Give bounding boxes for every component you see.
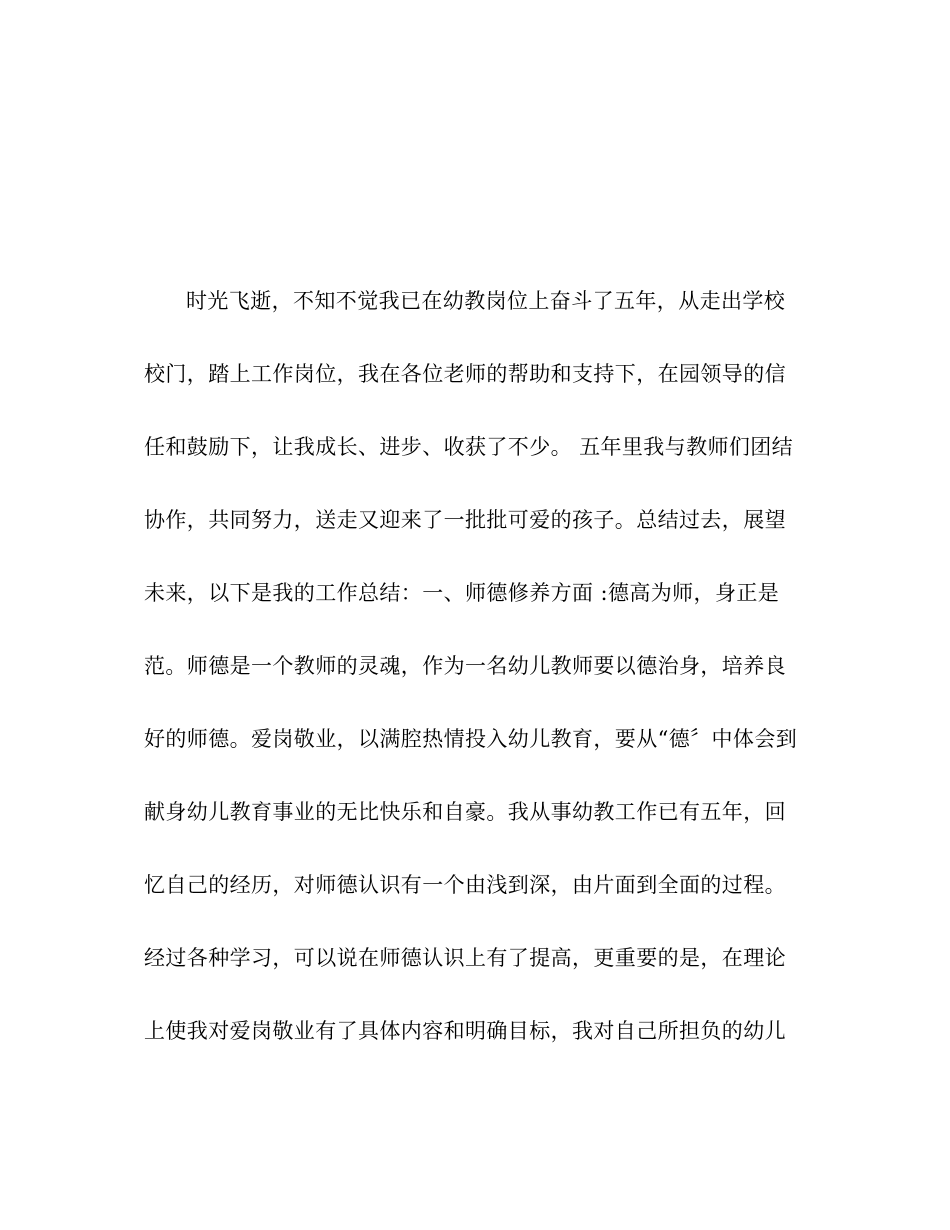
paragraph-line-2: 校门，踏上工作岗位，我在各位老师的帮助和支持下，在园领导的信 <box>144 362 786 386</box>
paragraph-line-11: 上使我对爱岗敬业有了具体内容和明确目标，我对自己所担负的幼儿 <box>144 1019 786 1043</box>
paragraph-line-1: 时光飞逝，不知不觉我已在幼教岗位上奋斗了五年，从走出学校 <box>186 289 786 313</box>
paragraph-line-4: 协作，共同努力，送走又迎来了一批批可爱的孩子。总结过去，展望 <box>144 508 786 532</box>
paragraph-line-6: 范。师德是一个教师的灵魂，作为一名幼儿教师要以德治身，培养良 <box>144 654 786 678</box>
paragraph-line-10: 经过各种学习，可以说在师德认识上有了提高，更重要的是，在理论 <box>144 946 786 970</box>
paragraph-line-9: 忆自己的经历，对师德认识有一个由浅到深，由片面到全面的过程。 <box>144 873 786 897</box>
paragraph-line-5: 未来，以下是我的工作总结：一、师德修养方面 :德高为师，身正是 <box>144 581 780 605</box>
paragraph-line-3: 任和鼓励下，让我成长、进步、收获了不少。 五年里我与教师们团结 <box>144 435 794 459</box>
paragraph-line-7: 好的师德。爱岗敬业，以满腔热情投入幼儿教育，要从“德〞中体会到 <box>144 727 798 751</box>
paragraph-line-8: 献身幼儿教育事业的无比快乐和自豪。我从事幼教工作已有五年，回 <box>144 800 786 824</box>
body-paragraph <box>144 282 824 1085</box>
